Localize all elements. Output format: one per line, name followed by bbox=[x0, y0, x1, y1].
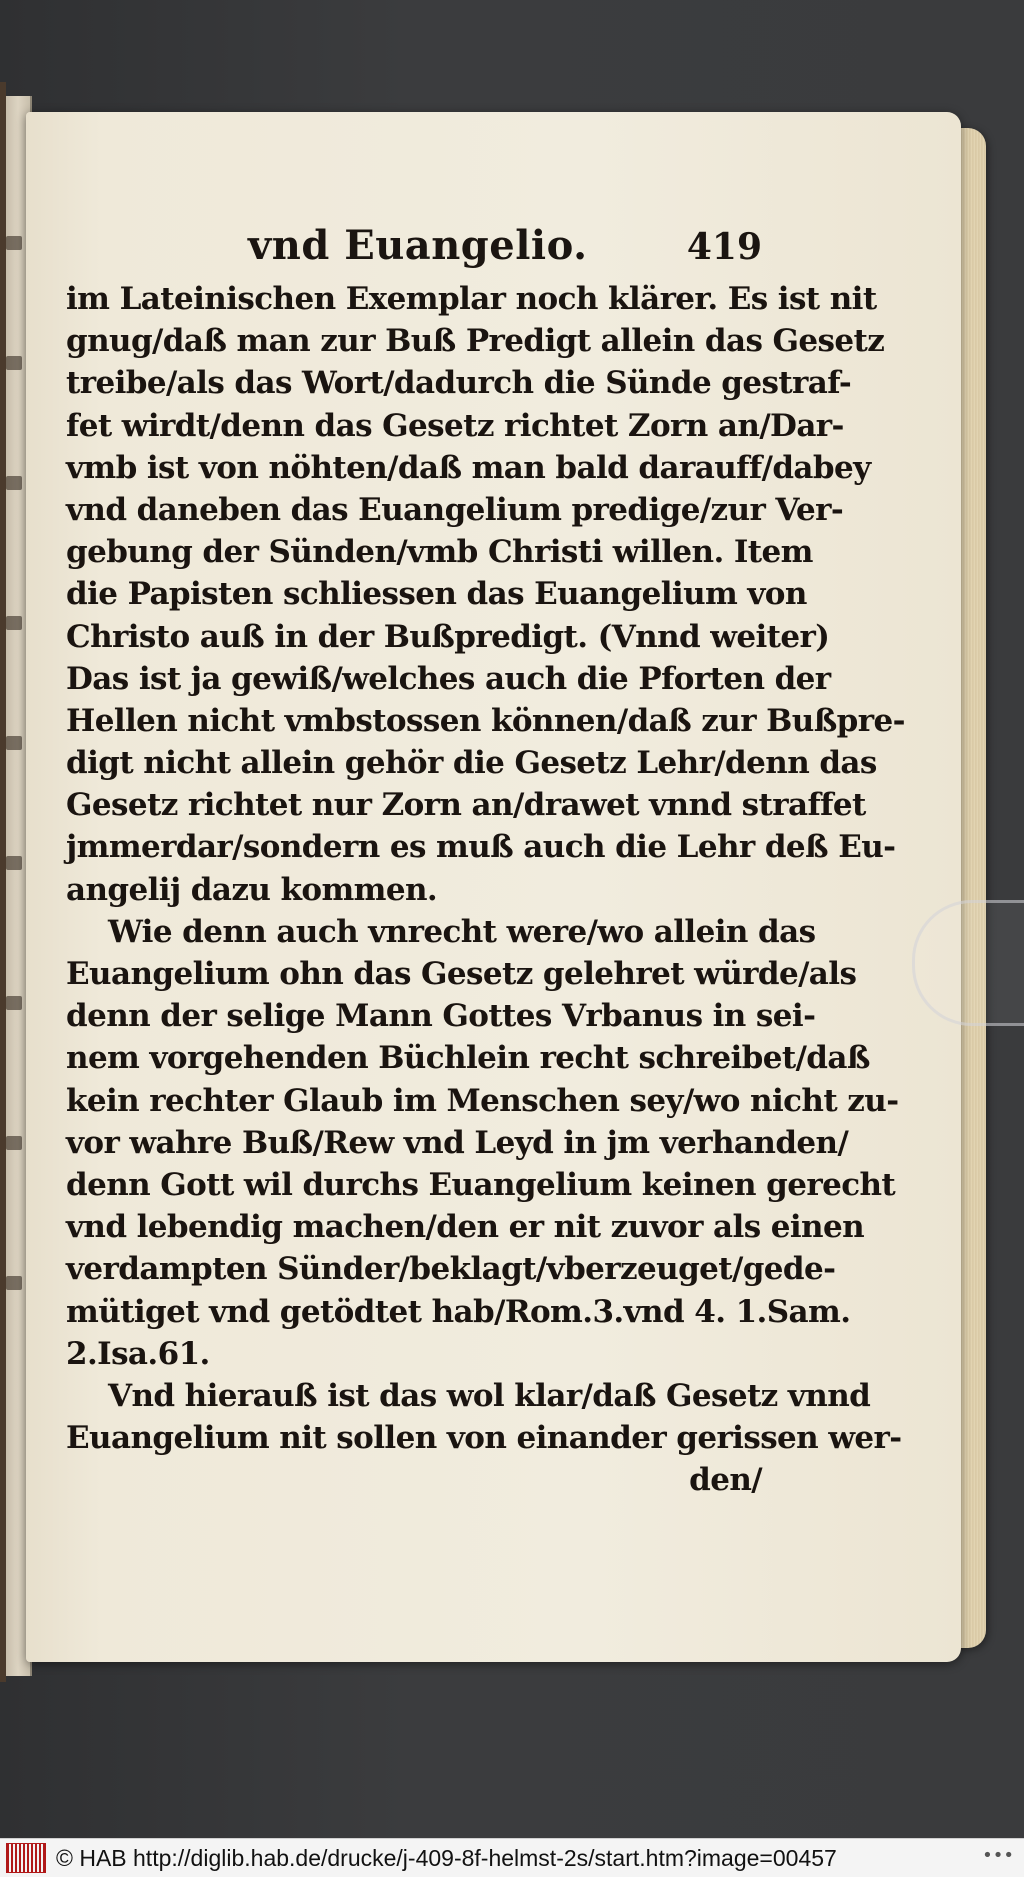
text-line: Vnd hierauß ist das wol klar/daß Gesetz vnnd bbox=[108, 1377, 871, 1414]
ink-mark bbox=[6, 476, 22, 490]
text-line: vmb ist von nöhten/daß man bald darauff/dabey bbox=[66, 449, 871, 486]
catchword: den/ bbox=[689, 1462, 762, 1499]
text-line: Euangelium nit sollen von einander gerissen wer- bbox=[66, 1420, 902, 1457]
ink-mark bbox=[6, 856, 22, 870]
text-line: jmmerdar/sondern es muß auch die Lehr deß Eu- bbox=[66, 829, 896, 866]
text-line: denn Gott wil durchs Euangelium keinen gerecht bbox=[66, 1166, 896, 1203]
text-line: angelij dazu kommen. bbox=[66, 871, 438, 908]
holding-clip bbox=[912, 900, 1024, 1026]
ink-mark bbox=[6, 736, 22, 750]
text-line: gebung der Sünden/vmb Christi willen. Item bbox=[66, 534, 813, 571]
ink-mark bbox=[6, 1136, 22, 1150]
ink-mark bbox=[6, 616, 22, 630]
text-line: 2.Isa.61. bbox=[66, 1335, 210, 1372]
ink-mark bbox=[6, 1276, 22, 1290]
hab-barcode-logo-icon bbox=[6, 1843, 46, 1873]
ink-mark bbox=[6, 996, 22, 1010]
viewer-footer bbox=[0, 1838, 1024, 1877]
text-line: Gesetz richtet nur Zorn an/drawet vnnd straffet bbox=[66, 787, 866, 824]
text-line: vnd daneben das Euangelium predige/zur Ver- bbox=[66, 491, 844, 528]
text-line: Wie denn auch vnrecht were/wo allein das bbox=[108, 913, 816, 950]
text-line: gnug/daß man zur Buß Predigt allein das Gesetz bbox=[66, 323, 885, 360]
page-number: 419 bbox=[686, 226, 762, 268]
more-dots-icon[interactable]: ••• bbox=[982, 1845, 1014, 1866]
text-line: mütiget vnd getödtet hab/Rom.3.vnd 4. 1.Sam. bbox=[66, 1293, 851, 1330]
text-line: die Papisten schliessen das Euangelium von bbox=[66, 576, 807, 613]
text-line: denn der selige Mann Gottes Vrbanus in sei- bbox=[66, 998, 816, 1035]
text-line: verdampten Sünder/beklagt/vberzeuget/gede- bbox=[66, 1251, 836, 1288]
ink-mark bbox=[6, 356, 22, 370]
text-line: vor wahre Buß/Rew vnd Leyd in jm verhanden/ bbox=[66, 1124, 849, 1161]
page-header bbox=[66, 222, 762, 278]
text-line: treibe/als das Wort/dadurch die Sünde gestraf- bbox=[66, 365, 852, 402]
text-line: nem vorgehenden Büchlein recht schreibet/daß bbox=[66, 1040, 870, 1077]
text-line: kein rechter Glaub im Menschen sey/wo nicht zu- bbox=[66, 1082, 899, 1119]
text-line: vnd lebendig machen/den er nit zuvor als einen bbox=[66, 1209, 865, 1246]
text-line: Euangelium ohn das Gesetz gelehret würde/als bbox=[66, 956, 857, 992]
text-line: digt nicht allein gehör die Gesetz Lehr/denn das bbox=[66, 745, 877, 782]
text-line: Hellen nicht vmbstossen können/daß zur Bußpre- bbox=[66, 702, 905, 739]
text-line: fet wirdt/denn das Gesetz richtet Zorn an/Dar- bbox=[66, 407, 844, 444]
running-head: vnd Euangelio. bbox=[248, 222, 588, 269]
ink-mark bbox=[6, 236, 22, 250]
text-line: Christo auß in der Bußpredigt. (Vnnd weiter) bbox=[66, 618, 830, 655]
copyright-url[interactable]: © HAB http://diglib.hab.de/drucke/j-409-8f-helmst-2s/start.htm?image=00457 bbox=[56, 1844, 837, 1871]
text-line: Das ist ja gewiß/welches auch die Pforten der bbox=[66, 660, 831, 697]
body-text bbox=[66, 278, 905, 1501]
text-line: im Lateinischen Exemplar noch klärer. Es ist nit bbox=[66, 281, 877, 317]
